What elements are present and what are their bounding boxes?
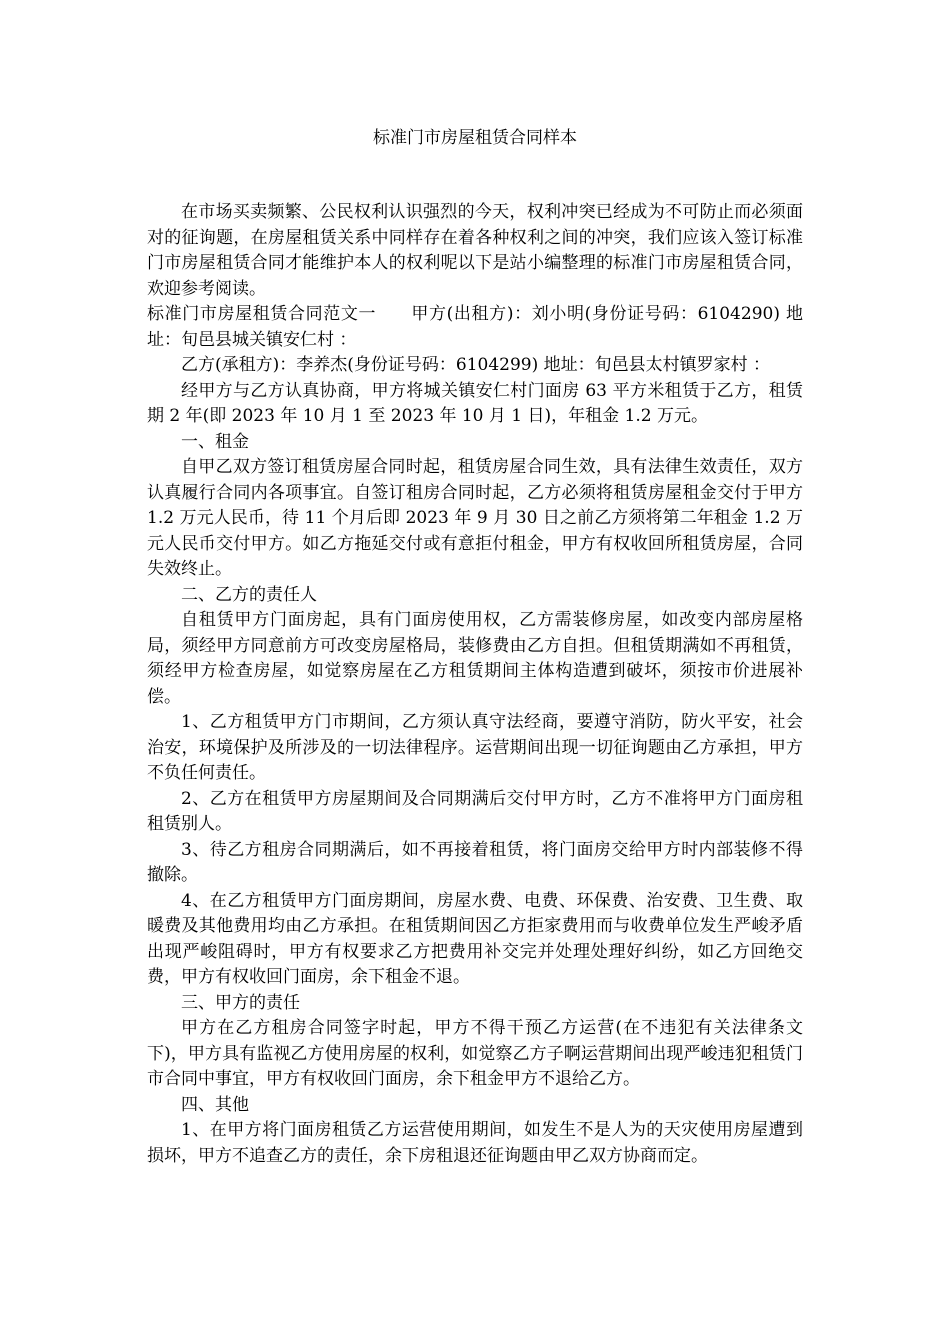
party-b-responsibility-item-4: 4、在乙方租赁甲方门面房期间，房屋水费、电费、环保费、治安费、卫生费、取暖费及其他费用均由乙方承担。在租赁期间因乙方拒家费用而与收费单位发生严峻矛盾出现严峻阻碍时，甲方有权要求乙方把费用补交完并处理处理好纠纷，如乙方回绝交费，甲方有权收回门面房，余下租金不退。 [147,890,803,987]
sample-header-paragraph: 标准门市房屋租赁合同范文一 甲方(出租方)：刘小明(身份证号码：6104290) 地址：旬邑县城关镇安仁村 ： [147,304,803,350]
section-heading-rent: 一、租金 [181,431,249,452]
party-b-responsibility-item-3: 3、待乙方租房合同期满后，如不再接着租赁，将门面房交给甲方时内部装修不得撤除。 [147,839,803,885]
section-heading-other: 四、其他 [181,1094,249,1115]
section-heading-party-a-responsibility: 三、甲方的责任 [181,992,300,1013]
document-title: 标准门市房屋租赁合同样本 [373,128,577,148]
rent-terms-paragraph: 自甲乙双方签订租赁房屋合同时起，租赁房屋合同生效，具有法律生效责任，双方认真履行合同内各项事宜。自签订租房合同时起，乙方必须将租赁房屋租金交付于甲方 1.2 万元人民币，待 11 个月后即 2023 年 9 月 30 日之前乙方须将第二年租金 1.2 万元人民币交付甲方。如乙方拖延交付或有意拒付租金，甲方有权收回所租赁房屋，合同失效终止。 [147,457,803,579]
other-item-1: 1、在甲方将门面房租赁乙方运营使用期间，如发生不是人为的天灾使用房屋遭到损坏，甲方不追查乙方的责任，余下房租退还征询题由甲乙双方协商而定。 [147,1120,803,1166]
party-b-responsibility-intro: 自租赁甲方门面房起，具有门面房使用权，乙方需装修房屋，如改变内部房屋格局，须经甲方同意前方可改变房屋格局，装修费由乙方自担。但租赁期满如不再租赁，须经甲方检查房屋，如觉察房屋在乙方租赁期间主体构造遭到破坏，须按市价进展补偿。 [147,610,803,707]
agreement-paragraph: 经甲方与乙方认真协商，甲方将城关镇安仁村门面房 63 平方米租赁于乙方，租赁期 2 年(即 2023 年 10 月 1 至 2023 年 10 月 1 日)，年租金 1.2 万元。 [147,380,803,426]
section-heading-party-b-responsibility: 二、乙方的责任人 [181,584,317,605]
intro-paragraph: 在市场买卖频繁、公民权利认识强烈的今天，权利冲突已经成为不可防止而必须面对的征询题，在房屋租赁关系中同样存在着各种权利之间的冲突，我们应该入签订标准门市房屋租赁合同才能维护本人的权利呢以下是站小编整理的标准门市房屋租赁合同，欢迎参考阅读。 [147,202,803,299]
party-b-responsibility-item-2: 2、乙方在租赁甲方房屋期间及合同期满后交付甲方时，乙方不准将甲方门面房租租赁别人。 [147,788,803,834]
party-b-responsibility-item-1: 1、乙方租赁甲方门市期间，乙方须认真守法经商，要遵守消防，防火平安，社会治安，环境保护及所涉及的一切法律程序。运营期间出现一切征询题由乙方承担，甲方不负任何责任。 [147,712,803,783]
document-body [147,200,803,1169]
party-a-responsibility-paragraph: 甲方在乙方租房合同签字时起，甲方不得干预乙方运营(在不违犯有关法律条文下)，甲方具有监视乙方使用房屋的权利，如觉察乙方子啊运营期间出现严峻违犯租赁门市合同中事宜，甲方有权收回门面房，余下租金甲方不退给乙方。 [147,1018,803,1089]
party-b-paragraph: 乙方(承租方)：李养杰(身份证号码：6104299) 地址：旬邑县太村镇罗家村 ： [181,355,771,375]
